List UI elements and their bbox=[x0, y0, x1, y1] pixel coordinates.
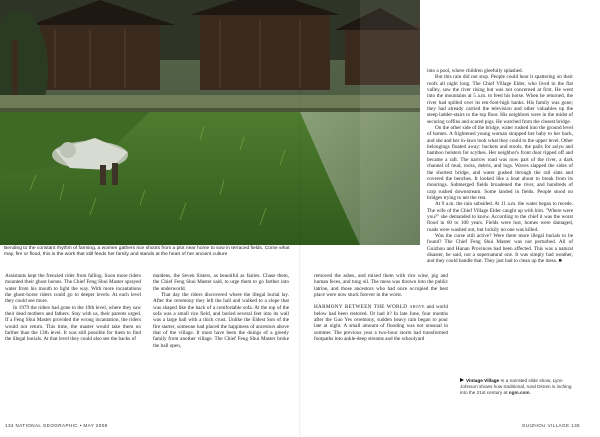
paragraph: That day the riders discovered where the illegal burial lay. After the ceremony they left the hall and walked to a slope that was shaped like the back of a comfortable sofa. At the top of the sofa was a small rice field, and buried several feet into its wall was a large ball with a thick crust. Unlike the Eldest Son of the fire starter, someone had placed the happiness of ancestors above that of the village. It must have been the doings of a greedy family from another village. The Chief Feng Shui Master broke the ball open, bbox=[153, 292, 289, 349]
sidebar-promo bbox=[460, 378, 580, 396]
sidebar-link[interactable]: ngm.com bbox=[508, 390, 530, 395]
body-column-4 bbox=[427, 68, 573, 265]
body-column-2 bbox=[153, 273, 289, 349]
paragraph: maidens, the Seven Sisters, as beautiful as fairies. Chase them, the Chief Feng Shui Master said, to urge them to go farther into the underworld. bbox=[153, 273, 289, 292]
end-mark: ■ bbox=[558, 258, 562, 265]
folio-left: 134 NATIONAL GEOGRAPHIC • MAY 2008 bbox=[5, 423, 108, 428]
page-gutter bbox=[299, 0, 301, 437]
section-paragraph bbox=[314, 304, 448, 342]
paragraph: On the other side of the bridge, water rushed into the ground level of homes. A frightened young woman strapped her baby to her back, and she and her in-laws took what they could to the upper level. Other belongings floated away: buckets and stools, the pails for aziyu and bamboo holsters for scythes. Her neighbor's front door ripped off and became a raft. The narrow road was now part of the river, a dark channel of mud, rocks, debris, and logs. Waves slapped the sides of the shortest bridge, and water gushed through the rail slats and covered the benches. It looked like a boat about to break from its moorings. Submerged fields broadened the river, and hundreds of carp rushed downstream. Some landed in fields. People stood on bridges trying to net the rest. bbox=[427, 125, 573, 201]
photo-caption: Bending to the constant rhythm of farming, a women gathers rice shoots from a plot near home to sow in terraced fields. Come what may, fire or flood, this is the work that still feeds her family and stands at the heart of her ancient culture bbox=[4, 246, 290, 258]
sidebar-link-end: . bbox=[529, 390, 531, 395]
paragraph: removed the ashes, and mixed them with rice wine, pig and human feces, and tung oil. The mess was thrown into the public latrine, and those ancestors who had once occupied the best place were now stuck forever in the worst. bbox=[314, 273, 448, 299]
sidebar-text: In a narrated slide show, Lynn Johnson shows how traditional, rural Dimen is inching into the 21st century at bbox=[460, 378, 572, 395]
paragraph-text: and world below had been restored. Or had it? In late June, four months after the Guo Yes ceremony, sudden heavy rain began to pour late at night. A small amount of flooding was not unusual in summer. The previous year a two-hour storm had transformed footpaths into ankle-deep streams and the schoolyard bbox=[314, 304, 449, 343]
photo-rice-terraces bbox=[0, 0, 420, 245]
paragraph-text: Was the curse still active? Were there more illegal burials to be found? The Chief Feng Shui Master was not perturbed. All of Guizhou and Hunan Provinces had been affected. This was a natural disaster, he said, not a supernatural one. It was simply bad weather, and they could handle that. They just had to clean up the mess. bbox=[427, 232, 573, 265]
paragraph: At 9 a.m. the rain subsided. At 11 a.m. the water began to recede. The wife of the Chief Village Elder caught up with him. "Where were you?" she demanded to know. According to the chief it was the worst flood in 60 to 100 years. Fields were lost, homes were damaged, roads were washed out, but luckily no one was killed. bbox=[427, 201, 573, 233]
sidebar-title: Vintage Village bbox=[466, 378, 500, 383]
paragraph: into a pool, where children gleefully splashed. bbox=[427, 68, 523, 74]
play-triangle-icon bbox=[460, 378, 464, 382]
body-column-1 bbox=[5, 273, 141, 343]
paragraph: In 1979 the riders had gone to the 19th level, where they saw their dead mothers and fathers. Stay with us, their parents urged. If a Feng Shui Master provided the wrong incantation, the riders would not return. This time, the master would take them no farther than the 13th level. It was still possible for them to find the illegal burials. At that level they could also see the backs of bbox=[5, 304, 141, 343]
rice-field-photo bbox=[0, 0, 420, 245]
paragraph: But this rain did not stop. People could hear it spattering on their roofs all night long. The Chief Village Elder, who lived in the flat valley, saw the river rising but was not concerned at first. He went into the mountains at 5 a.m. to feed his horse. When he returned, the river had spilled over its ten-foot-high banks. His family was gone; they had already carried the television and other valuables up the steep ladder-stairs to the top floor. His neighbors were in the midst of securing coffins and scared pigs. He watched from the closest bridge. bbox=[427, 74, 573, 125]
section-lead-in: HARMONY BETWEEN THE WORLD above bbox=[314, 304, 425, 311]
paragraph bbox=[427, 233, 573, 265]
body-column-3 bbox=[314, 273, 448, 342]
folio-right: GUIZHOU VILLAGE 135 bbox=[521, 423, 580, 428]
paragraph: Assistants kept the frenzied rider from falling. Soon more riders mounted their ghost horses. The Chief Feng Shui Master sprayed water from his mouth to light the way. With more incantations the ghost-horse riders could go to deeper levels. At each level they could see more. bbox=[5, 273, 141, 305]
